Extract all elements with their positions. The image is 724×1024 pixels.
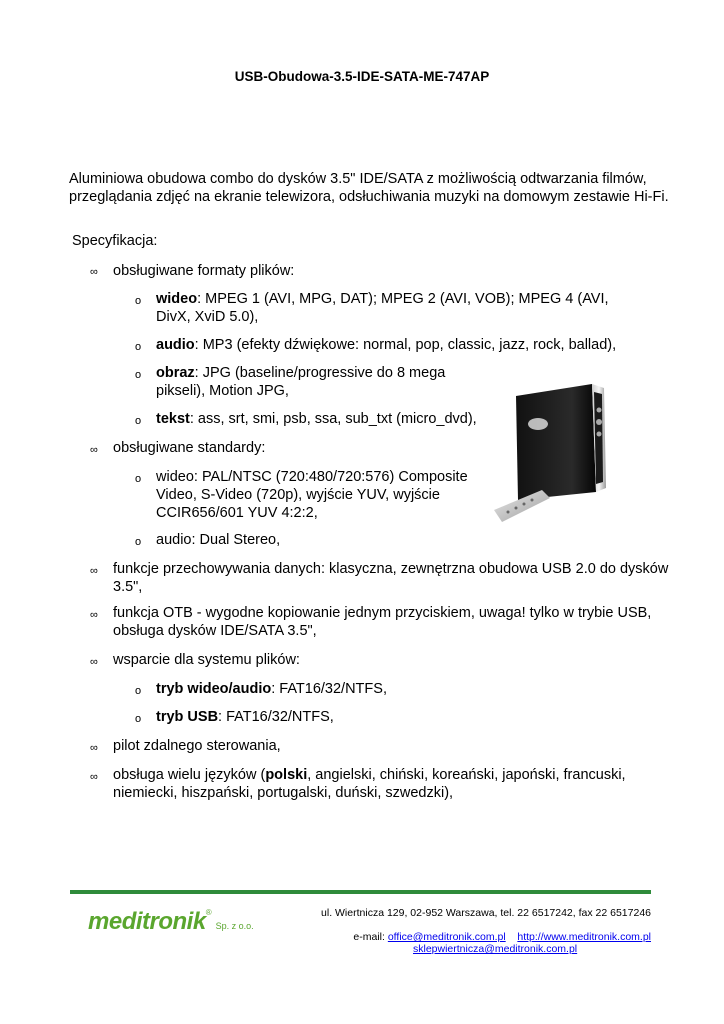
text-lang-c: , angielski, chiński, koreański, japoński, francuski, niemiecki, hiszpański, portugalski, duński, szwedzki), (113, 767, 626, 801)
label-fs-usb: tryb USB (156, 709, 219, 725)
bullet-infinity-icon: ∞ (90, 444, 98, 456)
label-audio: audio (156, 337, 195, 353)
document-title: USB-Obudowa-3.5-IDE-SATA-ME-747AP (234, 69, 490, 84)
footer-shop-email (413, 943, 577, 955)
bullet-infinity-icon: ∞ (90, 565, 98, 577)
intro-paragraph: Aluminiowa obudowa combo do dysków 3.5" IDE/SATA z możliwością odtwarzania filmów, przeglądania zdjęć na ekranie telewizora, odsłuchiwania muzyki na domowym zestawie Hi-Fi. (69, 171, 669, 205)
bullet-infinity-icon: ∞ (90, 742, 98, 754)
footer-contact (353, 931, 651, 943)
email-link[interactable]: office@meditronik.com.pl (387, 931, 506, 943)
list-item-video (156, 290, 646, 326)
list-item-remote: pilot zdalnego sterowania, (113, 738, 281, 754)
list-item-image (156, 364, 461, 400)
list-item-std-video: wideo: PAL/NTSC (720:480/720:576) Composite Video, S-Video (720p), wyjście YUV, wyjście CCIR656/601 YUV 4:2:2, (156, 469, 468, 521)
bullet-circle-icon: o (135, 685, 142, 697)
logo-registered: ® (205, 908, 212, 917)
list-item-fs: wsparcie dla systemu plików: (113, 652, 300, 668)
text-lang-a: obsługa wielu języków ( (113, 767, 266, 783)
bullet-circle-icon: o (135, 341, 142, 353)
bullet-circle-icon: o (135, 369, 142, 381)
list-item-fs-usb (156, 708, 646, 726)
bullet-infinity-icon: ∞ (90, 656, 98, 668)
bullet-infinity-icon: ∞ (90, 266, 98, 278)
logo-wordmark: meditronik (88, 908, 206, 935)
label-video: wideo (156, 291, 198, 307)
list-item-std-audio: audio: Dual Stereo, (156, 532, 281, 548)
bullet-circle-icon: o (135, 415, 142, 427)
bullet-infinity-icon: ∞ (90, 609, 98, 621)
label-text: tekst (156, 411, 190, 427)
logo-company-form: Sp. z o.o. (215, 921, 254, 931)
label-image: obraz (156, 365, 195, 381)
list-item-languages (113, 766, 673, 802)
bullet-circle-icon: o (135, 473, 142, 485)
list-item-storage: funkcje przechowywania danych: klasyczna, zewnętrzna obudowa USB 2.0 do dysków 3.5", (113, 561, 669, 595)
company-logo (88, 908, 254, 936)
bullet-circle-icon: o (135, 295, 142, 307)
text-audio: : MP3 (efekty dźwiękowe: normal, pop, classic, jazz, rock, ballad), (194, 337, 617, 353)
shop-email-link[interactable]: sklepwiertnicza@meditronik.com.pl (413, 943, 578, 955)
list-item-text (156, 410, 486, 428)
footer-divider (70, 890, 651, 894)
label-lang-polish: polski (265, 767, 308, 783)
text-fs-video: : FAT16/32/NTFS, (271, 681, 387, 697)
email-label: e-mail: (353, 931, 388, 943)
list-item-audio (156, 336, 646, 354)
label-fs-video: tryb wideo/audio (156, 681, 272, 697)
bullet-infinity-icon: ∞ (90, 771, 98, 783)
website-link[interactable]: http://www.meditronik.com.pl (517, 931, 651, 943)
list-item-standards: obsługiwane standardy: (113, 440, 266, 456)
text-text: : ass, srt, smi, psb, ssa, sub_txt (micro_dvd), (189, 411, 477, 427)
text-fs-usb: : FAT16/32/NTFS, (218, 709, 334, 725)
list-item-formats: obsługiwane formaty plików: (113, 263, 295, 279)
product-image (488, 382, 622, 532)
spec-heading: Specyfikacja: (72, 233, 158, 249)
list-item-fs-video (156, 680, 646, 698)
bullet-circle-icon: o (135, 713, 142, 725)
bullet-circle-icon: o (135, 536, 142, 548)
footer-address: ul. Wiertnicza 129, 02-952 Warszawa, tel. 22 6517242, fax 22 6517246 (321, 907, 651, 919)
list-item-otb: funkcja OTB - wygodne kopiowanie jednym przyciskiem, uwaga! tylko w trybie USB, obsługa dysków IDE/SATA 3.5", (113, 605, 652, 639)
text-video: : MPEG 1 (AVI, MPG, DAT); MPEG 2 (AVI, VOB); MPEG 4 (AVI, DivX, XviD 5.0), (156, 291, 609, 325)
text-image: : JPG (baseline/progressive do 8 mega pikseli), Motion JPG, (156, 365, 446, 399)
